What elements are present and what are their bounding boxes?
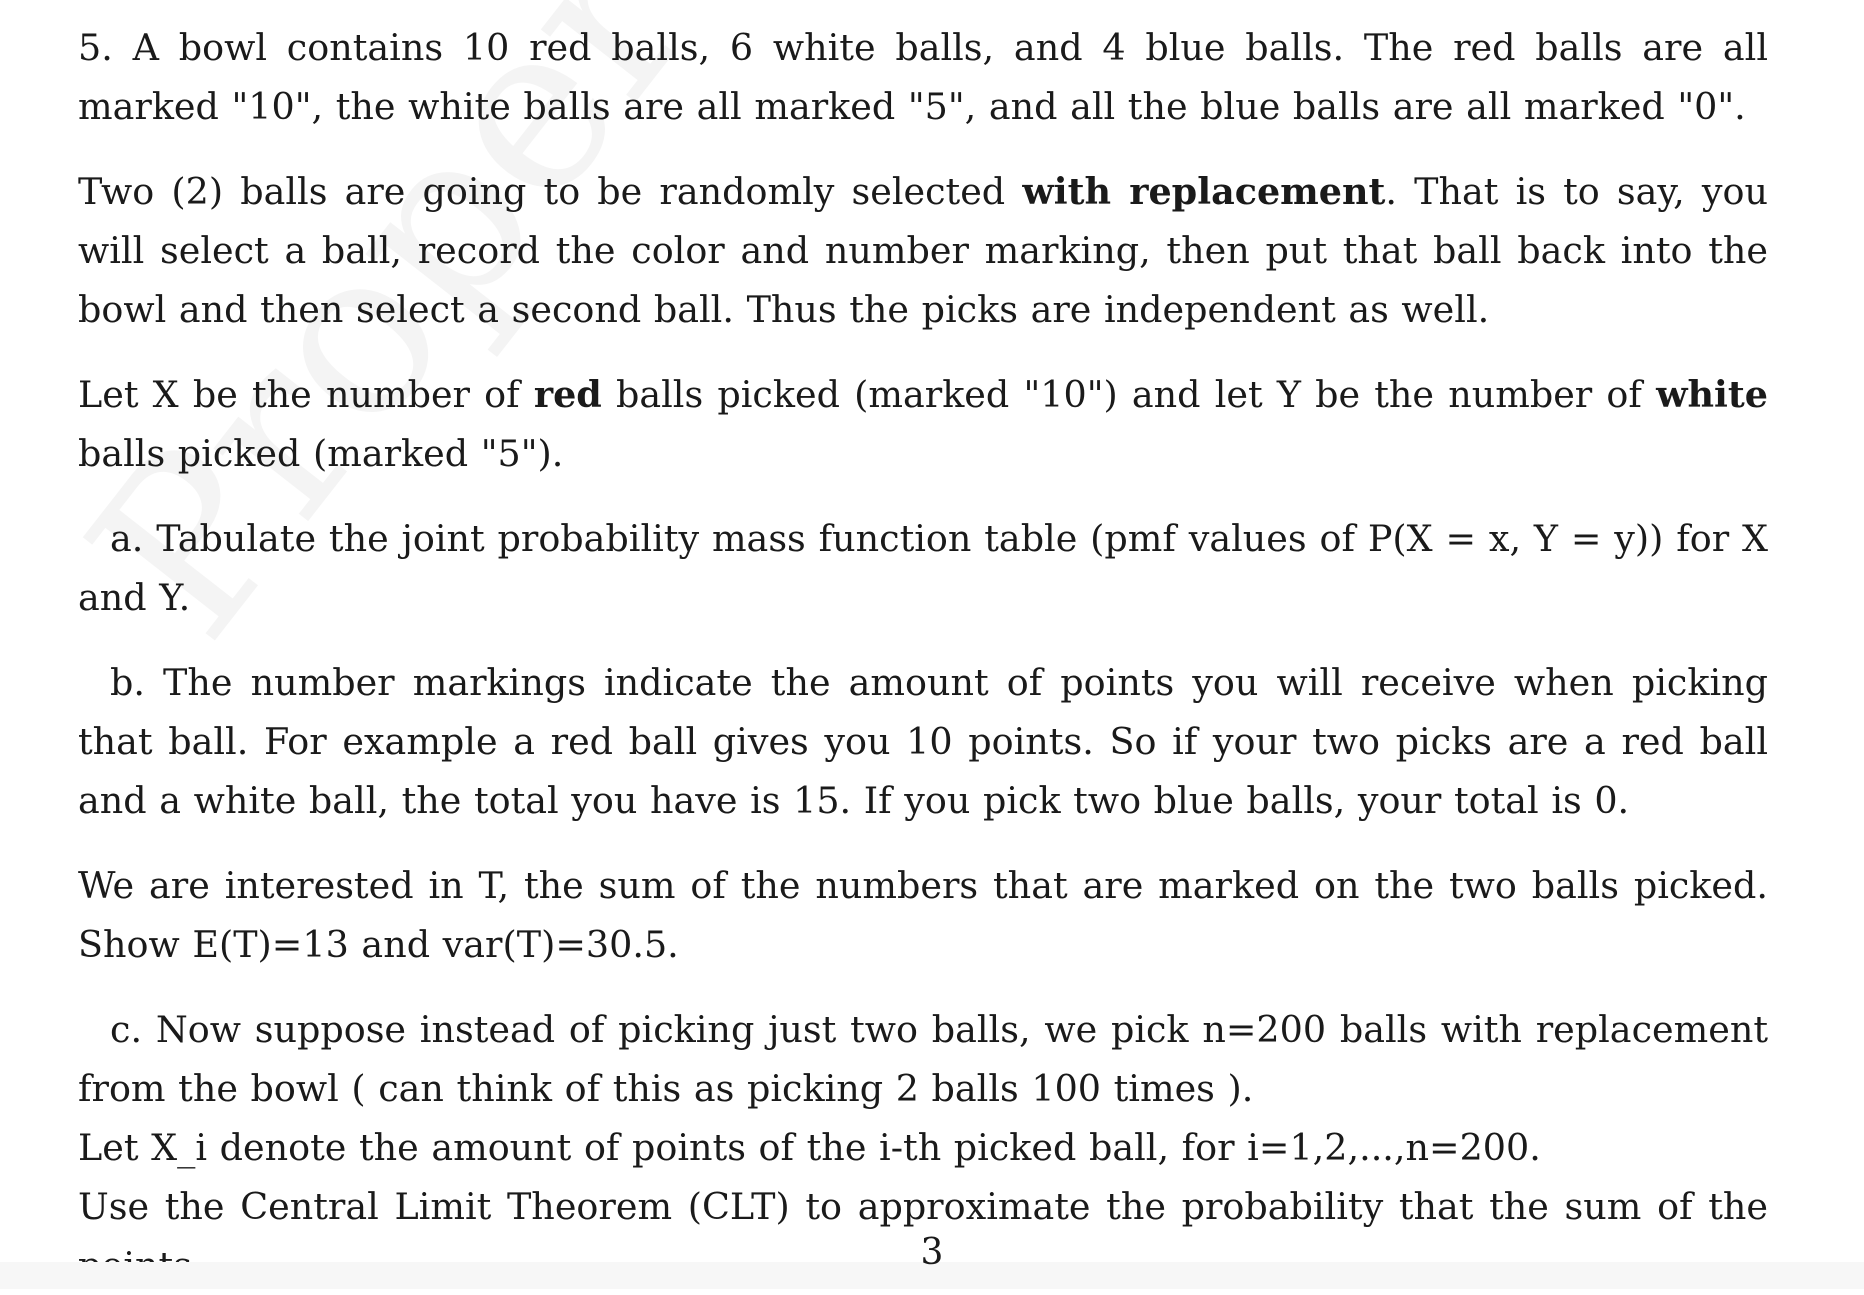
expectation-paragraph: We are interested in T, the sum of the numbers that are marked on the two balls picked. Show E(T)=13 and var(T)=30.5. [78,864,1768,966]
page-number: 3 [920,1232,944,1273]
selection-paragraph [78,162,1768,339]
part-b: b. The number markings indicate the amount of points you will receive when picking that ball. For example a red ball gives you 10 points. So if your two picks are a red ball and a white ball, the total you have is 15. If you pick two blue balls, your total is 0. [78,661,1768,822]
text-run: . That is to say, you will select a ball, record the color and number marking, then put that ball back into the bowl and then select a second ball. Thus the picks are independent as well. [78,170,1768,331]
xi-definition: Let X_i denote the amount of points of the i-th picked ball, for i=1,2,...,n=200. [78,1126,1541,1169]
part-a: a. Tabulate the joint probability mass function table (pmf values of P(X = x, Y = y)) for X and Y. [78,517,1768,619]
clt-instruction: Use the Central Limit Theorem (CLT) to approximate the probability that the sum of the [78,1185,1768,1228]
bold-text: red [533,373,602,416]
text-run: Two (2) balls are going to be randomly selected [78,170,1023,213]
text-run: balls picked (marked "10") and let Y be the number of [601,373,1657,416]
part-c: c. Now suppose instead of picking just two balls, we pick n=200 balls with replacement from the bowl ( can think of this as picking 2 balls 100 times ). [78,1008,1768,1110]
bold-text: white [1656,373,1768,416]
text-run: Let X be the number of [78,373,534,416]
text-run: balls picked (marked "5"). [78,432,564,475]
question-5 [78,18,1768,1295]
definition-paragraph [78,365,1768,483]
bold-text: with replacement [1022,170,1386,213]
intro-paragraph: 5. A bowl contains 10 red balls, 6 white balls, and 4 blue balls. The red balls are all marked "10", the white balls are all marked "5", and all the blue balls are all marked "0". [78,26,1768,128]
